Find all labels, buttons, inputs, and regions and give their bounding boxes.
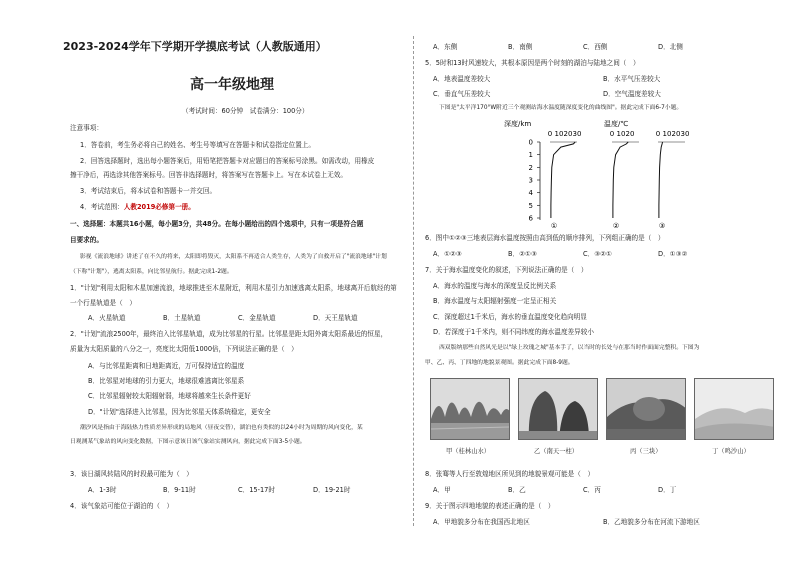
photo-caption-jia: 甲（桂林山水） [446,448,491,455]
notice-1: 1．答卷前，考生务必将自己的姓名、考生号等填写在答题卡和试卷指定位置上。 [80,141,315,149]
intro-8-line-1: 西双版纳那些自然风光是以"绿上玫瑰之城"基本手了，以当时的长处与在那当时作面面完整积。下图为 [439,345,700,351]
x-tick-label: 10 [554,130,564,138]
x-tick-label: 20 [563,130,573,138]
notice-2b: 擦干净后，再选涂其他答案标号。回答非选择题时，将答案写在答题卡上。写在本试卷上无效。 [70,171,347,179]
y-tick-label: 5 [528,201,533,210]
series-label: ① [550,222,558,230]
question-2-b: 质量为太阳质量的八分之一，亮度比太阳低1000倍，下列说法正确的是（ ） [70,345,298,353]
q9-option-b[interactable]: B．乙地貌多分布在河流下游地区 [603,518,700,526]
notice-2: 2．回答选择题时，选出每小题答案后，用铅笔把答题卡对应题目的答案标号涂黑。如需改动，用橡皮 [80,157,375,165]
q1-option-d[interactable]: D．天王星轨道 [313,314,358,322]
q5-option-a[interactable]: A．地表温度差较大 [433,75,491,83]
question-8: 8．张骞等人行至敦煌地区所见到的地貌景观可能是（ ） [425,470,595,478]
question-1-b: 一个行星轨道是（ ） [70,299,136,307]
page-title: 高一年级地理 [190,77,274,93]
x-tick-label: 10 [662,130,672,138]
q7-option-a[interactable]: A．海水的温度与海水的深度呈反比例关系 [433,282,557,290]
photo-bing [606,378,686,440]
q6-option-c[interactable]: C．③②① [583,250,612,258]
q7-option-c[interactable]: C．深度超过1千米后，海水的垂直温度变化趋向明显 [433,313,587,321]
q8-option-c[interactable]: C．丙 [583,486,601,494]
photo-yi [518,378,598,440]
q5-option-d[interactable]: D．空气温度差较大 [603,90,661,98]
series-line-1 [551,142,575,218]
x-tick-label: 0 [609,130,615,138]
intro-3-line-1: 潮汐风是指由于海陆热力性质差异形成的局地风（昼夜交替），湖泊也有类似的以24小时为周期的风向变化，某 [80,425,363,431]
photo-jia [430,378,510,440]
intro-6: 下图是"太平洋170°W附近三个观测站海水温度随深度变化的曲线图"。据此完成下面6-7小题。 [439,105,683,111]
q3-option-c[interactable]: C．15-17时 [238,486,275,494]
question-3-options [88,486,388,494]
series-line-3 [659,142,663,218]
question-4-options [433,43,733,51]
q6-option-a[interactable]: A．①②③ [433,250,462,258]
series-label: ② [612,222,620,230]
x-tick-label: 30 [680,130,690,138]
q1-option-c[interactable]: C．金星轨道 [238,314,276,322]
question-8-options [433,486,733,494]
q9-option-a[interactable]: A．甲地貌多分布在我国西北地区 [433,518,530,526]
y-tick-label: 0 [528,138,533,147]
photo-caption-ding: 丁（鸣沙山） [712,448,750,455]
y-tick-label: 2 [528,163,533,172]
q6-option-d[interactable]: D．①③② [658,250,688,258]
x-tick-label: 20 [671,130,681,138]
exam-info: （考试时间：60分钟 试卷满分：100分） [182,107,309,115]
q1-option-b[interactable]: B．土星轨道 [163,314,201,322]
q4-option-c[interactable]: C．西侧 [583,43,608,51]
q8-option-b[interactable]: B．乙 [508,486,526,494]
q1-option-a[interactable]: A．火星轨道 [88,314,126,322]
question-9: 9．关于图示四地地貌的表述正确的是（ ） [425,502,555,510]
q5-option-b[interactable]: B．水平气压差较大 [603,75,661,83]
karst-landscape-image [431,379,510,440]
hill-rock-image [607,379,686,440]
section1-title: 一、选择题：本题共16小题，每小题3分，共48分。在每小题给出的四个选项中，只有一项是符合题 [70,220,364,228]
question-4: 4．该气象站可能位于湖泊的（ ） [70,502,174,510]
q2-option-a[interactable]: A．与比邻星距离和日地距离近，万可保持适宜的温度 [88,362,245,370]
question-3: 3．该日湖风转陆风的时段最可能为（ ） [70,470,193,478]
intro-1-line-2: （下称"计划"），逃离太阳系，向比邻星航行。据此完成1-2题。 [70,269,233,275]
q8-option-d[interactable]: D．丁 [658,486,677,494]
sand-dune-image [695,379,774,440]
y-tick-label: 4 [528,189,533,198]
notice-3: 3．考试结束后，将本试卷和答题卡一并交回。 [80,187,217,195]
notice-4 [80,203,195,211]
y-tick-label: 1 [528,151,533,160]
x-tick-label: 0 [547,130,553,138]
notice-title: 注意事项： [70,124,103,132]
series-line-2 [613,142,628,218]
notice-4-scope: 人教2019必修第一册。 [123,203,195,211]
sea-rock-image [519,379,598,440]
photo-caption-bing: 丙（三块） [630,448,662,455]
intro-1-line-1: 影视《流浪地球》讲述了在不久的将来，太阳即将毁灭，太阳系不再适合人类生存，人类为了自救开启了"流浪地球"计划 [80,254,387,260]
q7-option-d[interactable]: D．若深度于1千米内，则不同纬度的海水温度差异较小 [433,328,594,336]
section1-title-2: 目要求的。 [70,236,103,244]
question-2: 2．"计划"流浪2500年，最终泊入比邻星轨道，成为比邻星的行星。比邻星是距太阳外离太阳系最近的恒星， [70,330,388,338]
intro-8-line-2: 甲、乙、丙、丁四地的地貌景观图。据此完成下面8-9题。 [425,360,574,366]
y-axis-label: 深度/km [504,120,532,128]
x-axis-label: 温度/℃ [604,120,629,128]
q3-option-d[interactable]: D．19-21时 [313,486,351,494]
temperature-depth-chart [500,116,700,230]
question-1-options [88,314,388,322]
x-tick-label: 20 [625,130,635,138]
exam-header: 2023-2024学年下学期开学摸底考试（人教版通用） [63,40,327,53]
x-tick-label: 30 [572,130,582,138]
series-label: ③ [658,222,666,230]
q8-option-a[interactable]: A．甲 [433,486,451,494]
y-tick-label: 6 [528,214,533,223]
x-tick-label: 10 [616,130,626,138]
question-5-options-row1 [433,75,773,83]
question-7: 7．关于海水温度变化的叙述，下列说法正确的是（ ） [425,266,588,274]
y-tick-label: 3 [528,176,533,185]
notice-4-prefix: 4．考试范围： [80,203,124,211]
question-5: 5．5时和13时风速较大，其根本原因是两个时刻的湖泊与陆地之间（ ） [425,59,640,67]
photo-ding [694,378,774,440]
q4-option-d[interactable]: D．北侧 [658,43,683,51]
question-1: 1．"计划"利用太阳和木星加速流浪，地球推进至木星附近，利用木星引力加速逃离太阳系，地球离开后航经的第 [70,284,397,292]
q2-option-c[interactable]: C．比邻星辐射较太阳辐射弱，地球将越来生长条件更好 [88,392,251,400]
q3-option-a[interactable]: A．1-3时 [88,486,117,494]
q2-option-d[interactable]: D．"计划"选择进入比邻星，因为比邻星天体系统稳定，更安全 [88,408,271,416]
question-6-options [433,250,733,258]
q2-option-b[interactable]: B．比邻星对地球的引力更大，地球很难逃离比邻星系 [88,377,245,385]
question-5-options-row2 [433,90,773,98]
q3-option-b[interactable]: B．9-11时 [163,486,196,494]
question-6: 6．图中①②③三地表层海水温度按照由高到低的顺序排列，下列组正确的是（ ） [425,234,665,242]
photo-caption-yi: 乙（南天一柱） [534,448,579,455]
q7-option-b[interactable]: B．海水温度与太阳辐射强度一定呈正相关 [433,297,557,305]
q6-option-b[interactable]: B．②①③ [508,250,537,258]
x-tick-label: 0 [655,130,661,138]
q5-option-c[interactable]: C．垂直气压差较大 [433,90,491,98]
q4-option-a[interactable]: A．东侧 [433,43,458,51]
question-9-options [433,518,700,526]
column-divider [413,36,414,526]
q4-option-b[interactable]: B．南侧 [508,43,533,51]
intro-3-line-2: 日观测某气象站的风向变化数据，下图示意该日该气象站实测风向，据此完成下面3-5小题。 [70,439,306,445]
